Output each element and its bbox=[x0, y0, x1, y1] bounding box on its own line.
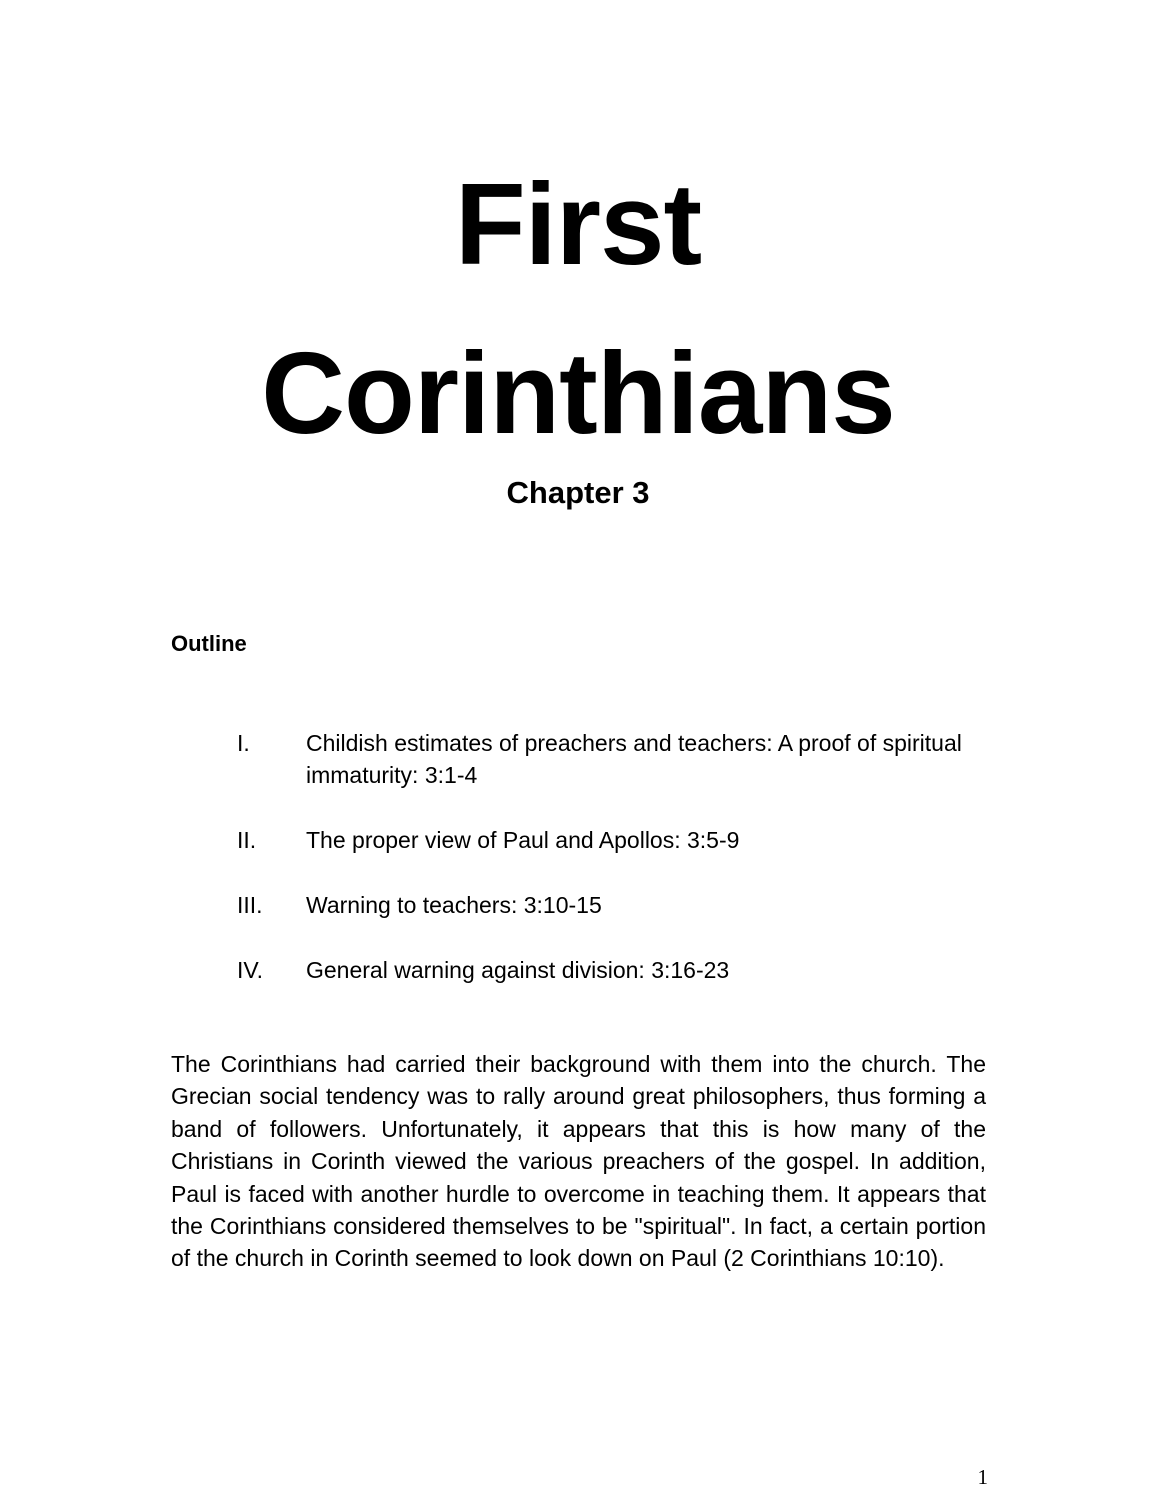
outline-list bbox=[237, 727, 997, 1019]
outline-item-text: Warning to teachers: 3:10-15 bbox=[306, 892, 602, 918]
title-line-corinthians: Corinthians bbox=[261, 328, 895, 458]
outline-item bbox=[237, 727, 997, 791]
title-line-first: First bbox=[454, 159, 702, 289]
outline-item-numeral: III. bbox=[237, 892, 263, 918]
outline-item-text: Childish estimates of preachers and teachers: A proof of spiritual immaturity: 3:1-4 bbox=[306, 730, 962, 788]
outline-item-numeral: IV. bbox=[237, 957, 264, 983]
chapter-subtitle: Chapter 3 bbox=[506, 475, 650, 510]
outline-item bbox=[237, 824, 997, 856]
outline-item-text: General warning against division: 3:16-23 bbox=[306, 957, 730, 983]
outline-item-numeral: I. bbox=[237, 730, 250, 756]
outline-item bbox=[237, 889, 997, 921]
page-number: 1 bbox=[977, 1465, 988, 1489]
body-paragraph: The Corinthians had carried their background with them into the church. The Grecian social tendency was to rally around great philosophers, thus forming a band of followers. Unfortunately, it appears that this is how many of the Christians in Corinth viewed the various preachers of the gospel. In addition, Paul is faced with another hurdle to overcome in teaching them. It appears that the Corinthians considered themselves to be "spiritual". In fact, a certain portion of the church in Corinth seemed to look down on Paul (2 Corinthians 10:10). bbox=[171, 1051, 986, 1272]
outline-item bbox=[237, 954, 997, 986]
outline-item-text: The proper view of Paul and Apollos: 3:5-9 bbox=[306, 827, 740, 853]
outline-heading: Outline bbox=[171, 631, 247, 656]
outline-item-numeral: II. bbox=[237, 827, 257, 853]
